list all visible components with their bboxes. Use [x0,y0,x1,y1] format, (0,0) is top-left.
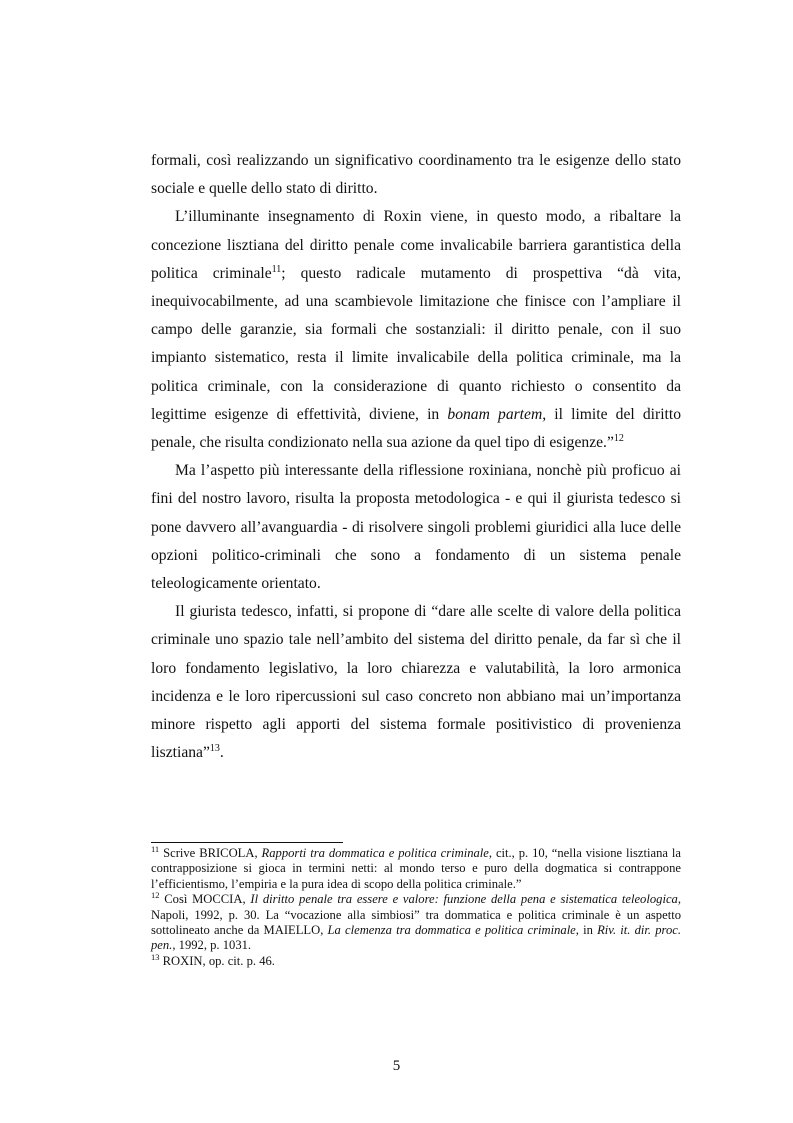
footnote-ref-11[interactable]: 11 [271,263,282,275]
footnote-12 [151,892,681,954]
footnote-13 [151,951,681,969]
paragraph-2-italic: bonam partem, [447,405,547,423]
footnote-12-number: 12 [151,890,160,901]
paragraph-2-text-a: L’illuminante insegnamento di Roxin viene, in questo modo, a ribaltare la concezione lisztiana del diritto penale come invalicabile barriera garantistica della politica criminale [151,208,681,282]
footnote-ref-12[interactable]: 12 [613,433,624,445]
paragraph-2 [151,203,681,457]
paragraph-3-text: Ma l’aspetto più interessante della riflessione roxiniana, nonchè più proficuo ai fini del nostro lavoro, risulta la proposta metodologica - e qui il giurista tedesco si pone davvero all’avanguardia - di risolvere singoli problemi giuridici alla luce delle opzioni politico-criminali che sono a fondamento di un sistema penale teleologicamente orientato. [151,462,681,593]
paragraph-1-text: formali, così realizzando un significativo coordinamento tra le esigenze dello stato sociale e quelle dello stato di diritto. [151,152,681,198]
footnote-12-text-a: Così MOCCIA, [159,892,251,907]
footnote-11-number: 11 [151,844,160,854]
footnote-12-text-d: , 1992, p. 1031. [172,938,252,953]
paragraph-4-text-a: Il giurista tedesco, infatti, si propone di “dare alle scelte di valore della politica criminale uno spazio tale nell’ambito del sistema del diritto penale, da far sì che il loro fondamento legislativo, la loro chiarezza e valutabilità, la loro armonica incidenza e le loro ripercussioni sul caso concreto non abbiano mai un’importanza minore rispetto agli apporti del sistema formale positivistico di provenienza lisztiana” [151,603,681,762]
footnote-separator [151,842,343,843]
body-text [151,147,681,767]
footnote-11-text-a: Scrive BRICOLA, [159,846,262,860]
footnotes [151,846,681,969]
footnote-11-text-b: , cit., p. 10, “nella visione lisztiana la contrapposizione si gioca in termini netti: al mondo terso e puro della dogmatica si contrappone l’efficientismo, l’empiria e la pura idea di scopo della politica criminale.” [151,846,681,891]
footnote-13-number: 13 [151,951,160,962]
footnote-12-italic-a: Il diritto penale tra essere e valore: funzione della pena e sistematica teleologica [250,892,678,907]
footnote-11-italic: Rapporti tra dommatica e politica criminale [261,846,489,860]
paragraph-3 [151,457,681,598]
footnote-12-italic-b: La clemenza tra dommatica e politica criminale, [327,923,579,938]
paragraph-1 [151,147,681,203]
footnote-12-italic-c: Riv. it. dir. proc. pen. [151,923,681,953]
footnote-13-text: ROXIN, op. cit. p. 46. [159,953,275,968]
footnote-11 [151,846,681,892]
footnote-12-text-b: , Napoli, 1992, p. 30. La “vocazione alla simbiosi” tra dommatica e politica criminale è un aspetto sottolineato anche da MAIELLO, [151,892,681,938]
page-number: 5 [392,1058,401,1074]
paragraph-2-text-c: il limite del diritto penale, che risulta condizionato nella sua azione da quel tipo di esigenze.” [151,405,681,452]
footnote-ref-13[interactable]: 13 [209,743,220,755]
footnote-12-text-c: in [578,923,598,938]
paragraph-4-text-b: . [219,744,224,762]
paragraph-2-text-b: ; questo radicale mutamento di prospettiva “dà vita, inequivocabilmente, ad una scambievole limitazione che finisce con l’ampliare il campo delle garanzie, sia formali che sostanziali: il diritto penale, con il suo impianto sistematico, resta il limite invalicabile della politica criminale, ma la politica criminale, con la considerazione di quanto richiesto o consentito da legittime esigenze di effettività, diviene, in [151,264,681,423]
paragraph-4 [151,598,681,767]
